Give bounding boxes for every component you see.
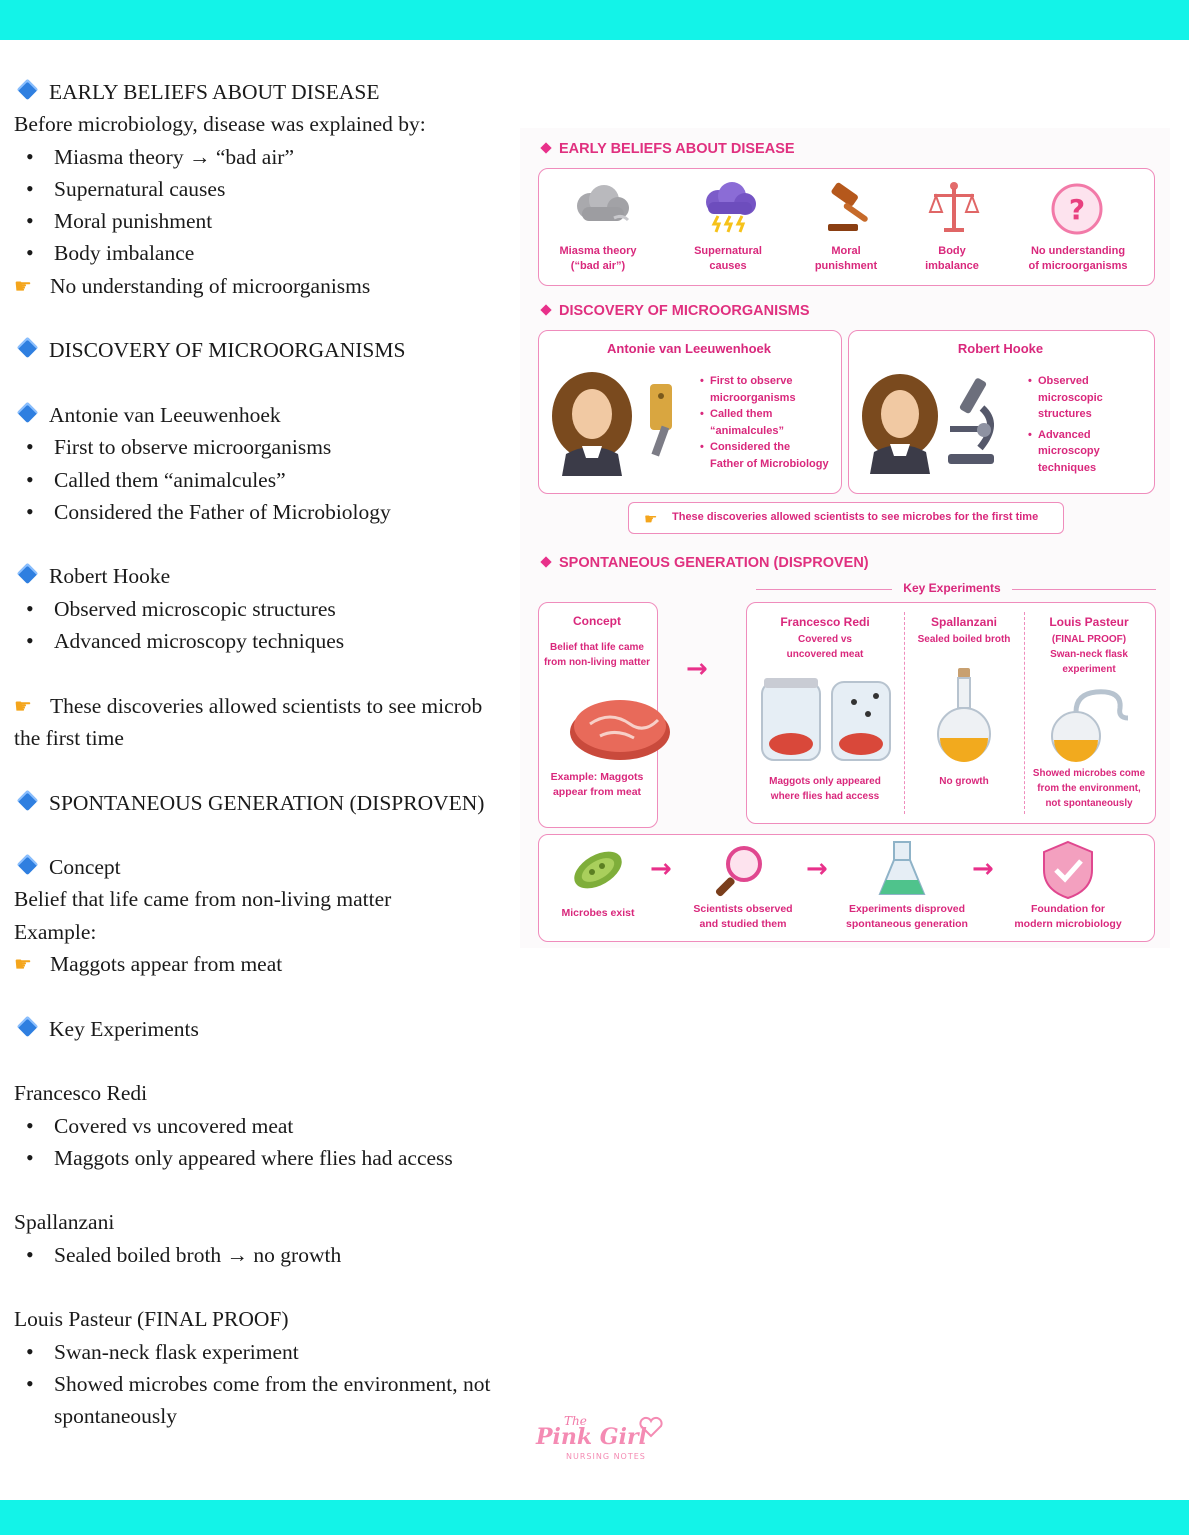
list-item: • Covered vs uncovered meat xyxy=(14,1110,524,1142)
blue-diamond-icon xyxy=(17,337,38,358)
list-item: • Advanced microscopy techniques xyxy=(14,625,524,657)
list-item: • Swan-neck flask experiment xyxy=(14,1336,524,1368)
infographic xyxy=(520,128,1170,948)
list-item: • Showed microbes come from the environment, not spontaneously xyxy=(14,1368,524,1433)
scale-icon xyxy=(924,180,984,236)
spontaneous-heading: SPONTANEOUS GENERATION (DISPROVEN) xyxy=(14,787,524,819)
early-note: ☛ No understanding of microorganisms xyxy=(14,270,524,302)
jars-icon xyxy=(758,674,896,764)
example-label: Example: xyxy=(14,919,97,944)
blue-diamond-icon xyxy=(17,563,38,584)
pink-girl-logo: The Pink Girl NURSING NOTES xyxy=(528,1412,668,1472)
pointing-hand-icon: ☛ xyxy=(14,273,32,298)
heart-icon xyxy=(638,1416,664,1438)
infographic-discovery-title: DISCOVERY OF MICROORGANISMS xyxy=(542,303,810,319)
pointing-hand-icon: ☛ xyxy=(644,510,658,528)
swan-neck-flask-icon xyxy=(1046,684,1136,764)
hooke-name: Robert Hooke xyxy=(957,341,1044,356)
list-item: • First to observe microorganisms xyxy=(14,431,524,463)
arrow-right-icon: → xyxy=(806,854,828,884)
flow-label: Experiments disproved spontaneous generation xyxy=(846,903,968,930)
concept-example: Example: Maggots appear from meat xyxy=(550,771,644,798)
blue-diamond-icon xyxy=(17,79,38,100)
flask-icon xyxy=(876,840,928,900)
no-understanding-label: No understanding of microorganisms xyxy=(1028,245,1128,272)
list-item: • Moral punishment xyxy=(14,205,524,237)
microscope-icon xyxy=(944,374,1002,468)
sealed-flask-icon xyxy=(936,664,992,764)
redi-result: Maggots only appeared where flies had access xyxy=(769,776,881,802)
hooke-bullets: • Observed microscopic structures • Advanced microscopy techniques xyxy=(1028,373,1146,476)
list-item: • Sealed boiled broth → no growth xyxy=(14,1239,524,1271)
question-icon xyxy=(1050,182,1104,236)
pasteur-result: Showed microbes come from the environment, not spontaneously xyxy=(1032,768,1146,809)
key-experiments-heading: Key Experiments xyxy=(14,1013,524,1045)
early-beliefs-heading: EARLY BELIEFS ABOUT DISEASE xyxy=(14,76,524,108)
pasteur-title: Louis Pasteur xyxy=(1049,615,1129,629)
moral-label: Moral punishment xyxy=(814,245,878,272)
leeuwenhoek-heading: Antonie van Leeuwenhoek xyxy=(14,399,524,431)
list-item: • Maggots only appeared where flies had access xyxy=(14,1142,524,1174)
blue-diamond-icon xyxy=(17,854,38,875)
pasteur-heading: Louis Pasteur (FINAL PROOF) xyxy=(14,1307,289,1332)
pasteur-sub: (FINAL PROOF) Swan-neck flask experiment xyxy=(1050,634,1128,675)
concept-title: Concept xyxy=(573,614,621,628)
bottom-color-band xyxy=(0,1500,1189,1535)
infographic-early-title: EARLY BELIEFS ABOUT DISEASE xyxy=(542,141,795,157)
magnifier-icon xyxy=(712,842,768,898)
redi-heading: Francesco Redi xyxy=(14,1081,148,1106)
discovery-note-cont: the first time xyxy=(14,725,124,750)
list-item: • Considered the Father of Microbiology xyxy=(14,496,524,528)
leeuwenhoek-name: Antonie van Leeuwenhoek xyxy=(607,341,771,356)
svg-text:?: ? xyxy=(1068,193,1086,226)
bacteria-icon xyxy=(566,842,630,898)
supernatural-label: Supernatural causes xyxy=(694,245,762,272)
leeuwenhoek-portrait xyxy=(546,366,638,476)
early-intro: Before microbiology, disease was explained by: xyxy=(14,112,426,137)
arrow-right-icon: → xyxy=(972,854,994,884)
blue-diamond-icon xyxy=(17,1016,38,1037)
concept-desc: Belief that life came from non-living matter xyxy=(543,642,651,668)
infographic-spont-title: SPONTANEOUS GENERATION (DISPROVEN) xyxy=(542,555,869,571)
hooke-heading: Robert Hooke xyxy=(14,560,524,592)
redi-sub: Covered vs uncovered meat xyxy=(786,634,864,660)
concept-heading: Concept xyxy=(14,851,524,883)
pointing-hand-icon: ☛ xyxy=(14,952,32,977)
pointing-hand-icon: ☛ xyxy=(14,693,32,718)
blue-diamond-icon xyxy=(17,402,38,423)
arrow-right-icon: → xyxy=(650,854,672,884)
notes-column xyxy=(14,76,524,1432)
shield-check-icon xyxy=(1040,840,1096,900)
list-item: • Supernatural causes xyxy=(14,173,524,205)
list-item: • Body imbalance xyxy=(14,237,524,269)
cloud-icon xyxy=(566,180,632,230)
key-experiments-label: Key Experiments xyxy=(892,581,1012,596)
top-color-band xyxy=(0,0,1189,40)
spallanzani-heading: Spallanzani xyxy=(14,1210,115,1235)
discovery-note-text: These discoveries allowed scientists to see microbes for the first time xyxy=(672,511,1039,523)
spallanzani-title: Spallanzani xyxy=(930,615,998,629)
gavel-icon xyxy=(822,182,880,234)
redi-title: Francesco Redi xyxy=(780,615,870,629)
meat-icon xyxy=(570,692,680,764)
body-imbalance-label: Body imbalance xyxy=(925,245,979,272)
flow-label: Microbes exist xyxy=(561,907,635,919)
example-text: ☛ Maggots appear from meat xyxy=(14,948,524,980)
leeuwenhoek-bullets: • First to observe microorganisms • Called them “animalcules” • Considered the Father of Microbiology xyxy=(700,373,840,472)
spallanzani-result: No growth xyxy=(939,776,989,787)
spallanzani-sub: Sealed boiled broth xyxy=(917,634,1011,645)
concept-text: Belief that life came from non-living matter xyxy=(14,887,392,912)
flow-label: Scientists observed and studied them xyxy=(693,903,793,930)
simple-microscope-icon xyxy=(638,382,682,468)
list-item: • Observed microscopic structures xyxy=(14,593,524,625)
list-item: • Called them “animalcules” xyxy=(14,464,524,496)
blue-diamond-icon xyxy=(17,789,38,810)
arrow-right-icon: → xyxy=(686,654,708,684)
list-item: • Miasma theory → “bad air” xyxy=(14,141,524,173)
hooke-portrait xyxy=(858,368,942,474)
storm-cloud-icon xyxy=(698,180,760,234)
discovery-heading: DISCOVERY OF MICROORGANISMS xyxy=(14,334,524,366)
flow-label: Foundation for modern microbiology xyxy=(1014,903,1122,930)
miasma-label: Miasma theory (“bad air”) xyxy=(559,245,637,272)
discovery-note: ☛ These discoveries allowed scientists to see microb xyxy=(14,690,524,722)
